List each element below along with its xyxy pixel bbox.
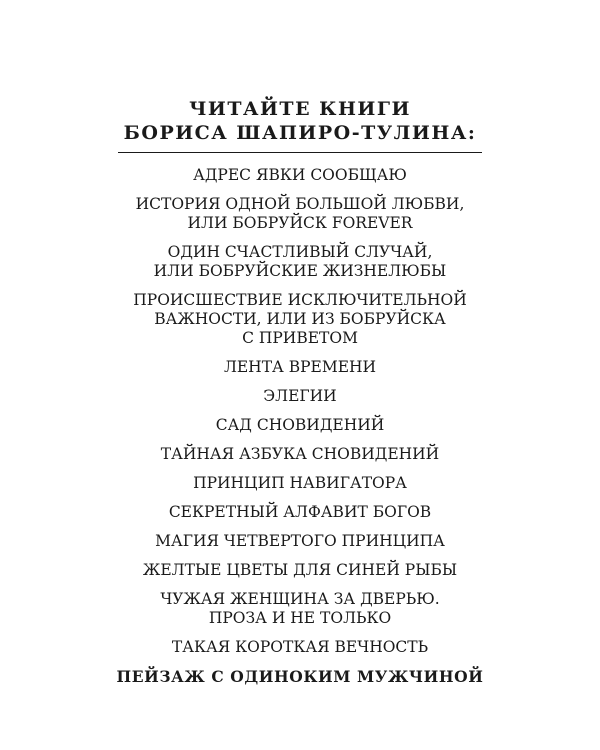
heading-line-2: БОРИСА ШАПИРО-ТУЛИНА:	[123, 122, 477, 144]
book-item	[0, 474, 600, 493]
book-title-line: САД СНОВИДЕНИЙ	[215, 416, 385, 434]
book-item	[0, 166, 600, 185]
book-title-line: ВАЖНОСТИ, ИЛИ ИЗ БОБРУЙСКА	[154, 310, 446, 328]
book-item	[0, 503, 600, 522]
book-item	[0, 387, 600, 406]
book-title-line: С ПРИВЕТОМ	[242, 329, 358, 347]
book-item	[0, 445, 600, 464]
book-title-line: ОДИН СЧАСТЛИВЫЙ СЛУЧАЙ,	[167, 243, 433, 261]
book-item	[0, 561, 600, 580]
book-title-line: ИЛИ БОБРУЙСКИЕ ЖИЗНЕЛЮБЫ	[153, 262, 447, 280]
heading-divider	[118, 152, 482, 153]
book-item	[0, 532, 600, 551]
book-title-line: ТАКАЯ КОРОТКАЯ ВЕЧНОСТЬ	[171, 638, 429, 656]
book-item	[0, 638, 600, 657]
page-heading	[0, 97, 600, 145]
book-item	[0, 243, 600, 281]
book-item	[0, 358, 600, 377]
book-item	[0, 590, 600, 628]
book-title-line: ЛЕНТА ВРЕМЕНИ	[223, 358, 377, 376]
book-title-line: ПРОЗА И НЕ ТОЛЬКО	[208, 609, 392, 627]
book-title-line: ЭЛЕГИИ	[263, 387, 337, 405]
book-item-current	[0, 667, 600, 686]
book-title-line: АДРЕС ЯВКИ СООБЩАЮ	[193, 166, 407, 184]
book-title-line: ПРИНЦИП НАВИГАТОРА	[193, 474, 407, 492]
book-title-line: ИЛИ БОБРУЙСК FOREVER	[187, 214, 413, 232]
book-title-line: МАГИЯ ЧЕТВЕРТОГО ПРИНЦИПА	[155, 532, 445, 550]
book-title-line: ПРОИСШЕСТВИЕ ИСКЛЮЧИТЕЛЬНОЙ	[133, 291, 467, 309]
book-title-line: ПЕЙЗАЖ С ОДИНОКИМ МУЖЧИНОЙ	[116, 667, 484, 686]
book-item	[0, 195, 600, 233]
heading-line-1: ЧИТАЙТЕ КНИГИ	[189, 98, 411, 120]
book-title-line: ЧУЖАЯ ЖЕНЩИНА ЗА ДВЕРЬЮ.	[160, 590, 440, 608]
book-title-line: ИСТОРИЯ ОДНОЙ БОЛЬШОЙ ЛЮБВИ,	[135, 195, 465, 213]
book-title-line: СЕКРЕТНЫЙ АЛФАВИТ БОГОВ	[168, 503, 432, 521]
book-list	[0, 166, 600, 696]
book-item	[0, 291, 600, 348]
book-title-line: ЖЕЛТЫЕ ЦВЕТЫ ДЛЯ СИНЕЙ РЫБЫ	[142, 561, 458, 579]
book-item	[0, 416, 600, 435]
book-title-line: ТАЙНАЯ АЗБУКА СНОВИДЕНИЙ	[160, 445, 440, 463]
